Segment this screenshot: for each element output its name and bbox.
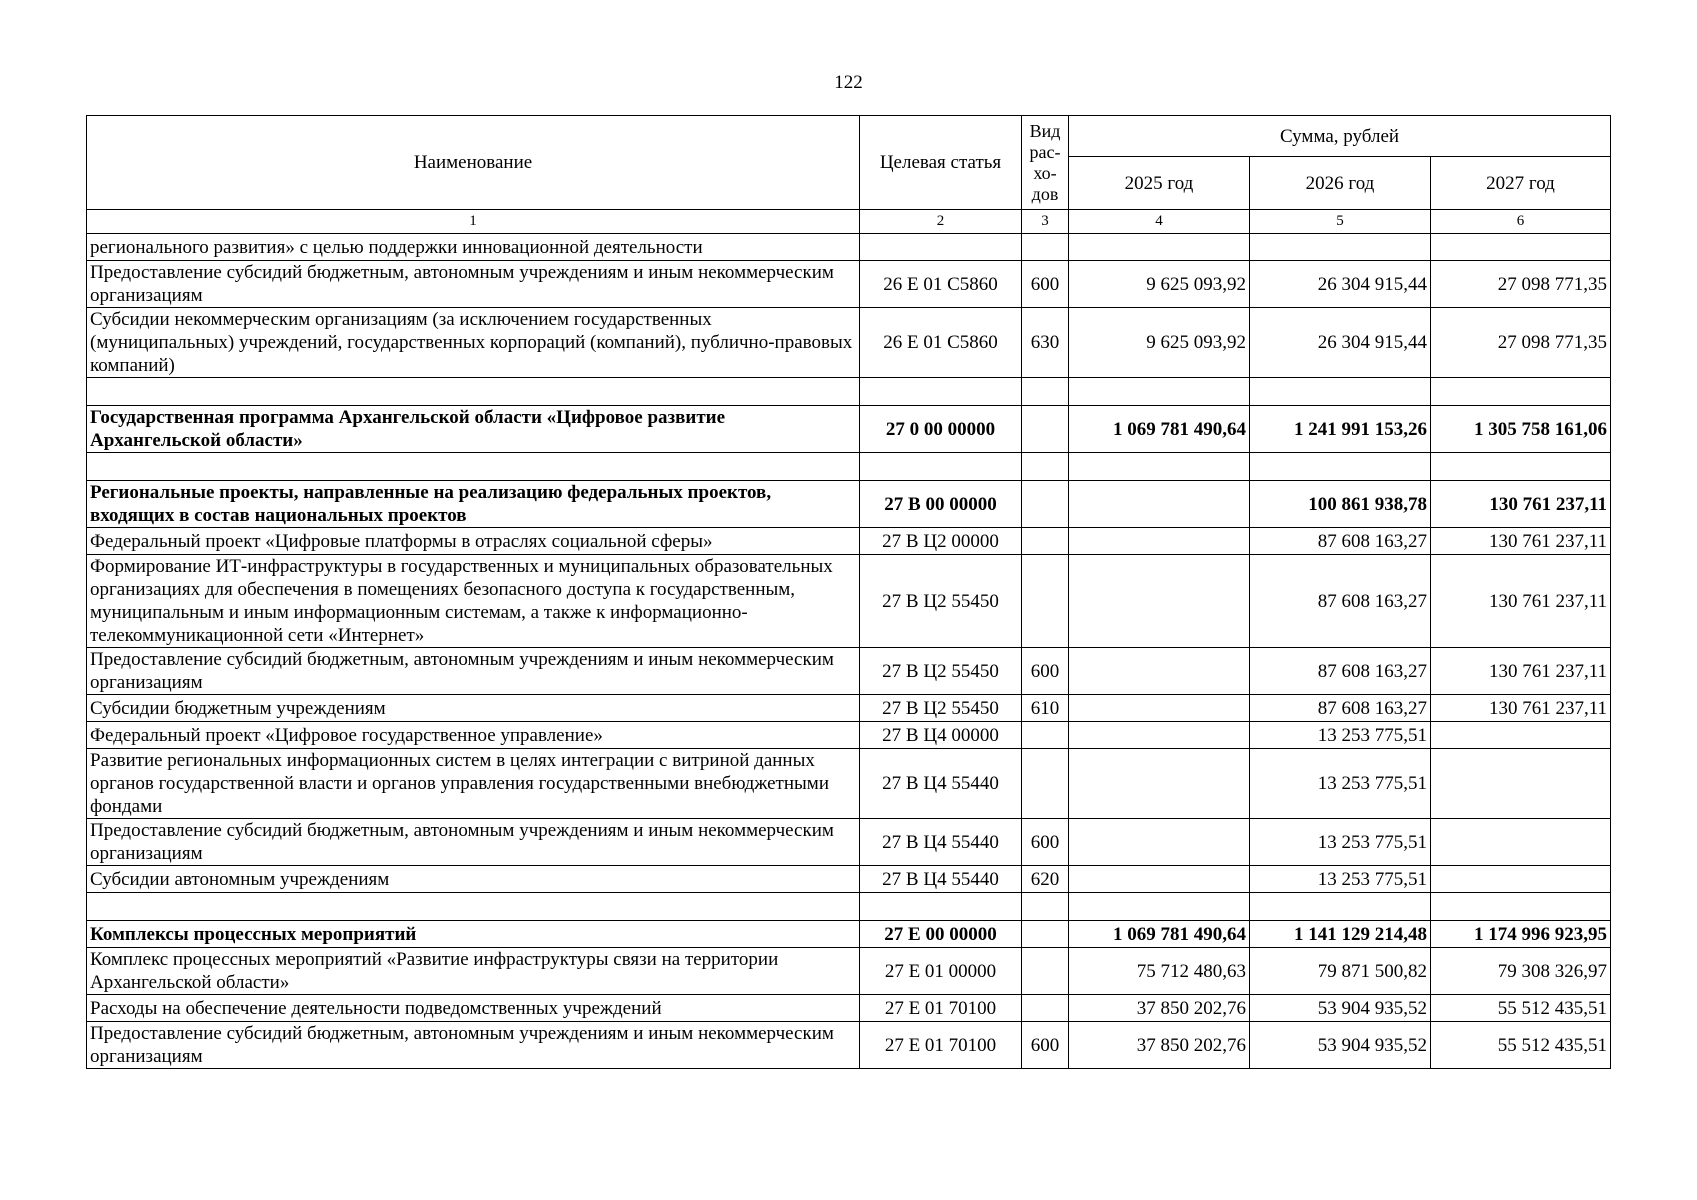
row-amount-2025: 9 625 093,92 [1069,308,1250,378]
row-expense-type: 600 [1022,261,1069,308]
row-name: регионального развития» с целью поддержки инновационной деятельности [87,234,860,261]
row-amount-2025: 9 625 093,92 [1069,261,1250,308]
row-target-article [860,378,1022,406]
header-expense-type-line: дов [1031,183,1059,204]
table-row [87,406,1611,453]
column-number: 5 [1250,210,1431,234]
header-name: Наименование [87,116,860,210]
row-amount-2027: 130 761 237,11 [1431,648,1611,695]
column-number: 2 [860,210,1022,234]
table-row [87,866,1611,893]
row-amount-2025: 75 712 480,63 [1069,948,1250,995]
row-name: Предоставление субсидий бюджетным, автономным учреждениям и иным некоммерческим организациям [87,261,860,308]
row-expense-type [1022,234,1069,261]
row-amount-2027: 55 512 435,51 [1431,1022,1611,1069]
row-target-article: 26 Е 01 С5860 [860,261,1022,308]
row-amount-2026 [1250,234,1431,261]
row-amount-2025 [1069,749,1250,819]
row-expense-type [1022,528,1069,555]
row-amount-2027: 1 174 996 923,95 [1431,921,1611,948]
row-amount-2026: 26 304 915,44 [1250,261,1431,308]
row-amount-2027: 130 761 237,11 [1431,555,1611,648]
table-row [87,1022,1611,1069]
row-target-article: 27 0 00 00000 [860,406,1022,453]
header-year-2027: 2027 год [1431,157,1611,210]
row-name: Комплексы процессных мероприятий [87,921,860,948]
header-expense-type [1022,116,1069,210]
header-year-2025: 2025 год [1069,157,1250,210]
row-target-article: 27 В Ц2 55450 [860,555,1022,648]
table-row [87,308,1611,378]
row-target-article: 27 В Ц4 00000 [860,722,1022,749]
table-row [87,921,1611,948]
row-expense-type [1022,893,1069,921]
row-target-article: 27 Е 01 00000 [860,948,1022,995]
row-amount-2025 [1069,453,1250,481]
row-amount-2025 [1069,866,1250,893]
row-amount-2025 [1069,648,1250,695]
header-expense-type-line: Вид [1029,120,1061,141]
row-amount-2027 [1431,234,1611,261]
row-amount-2025 [1069,722,1250,749]
budget-table [86,115,1611,1069]
row-expense-type [1022,749,1069,819]
row-amount-2026: 26 304 915,44 [1250,308,1431,378]
row-amount-2027: 1 305 758 161,06 [1431,406,1611,453]
row-amount-2026: 13 253 775,51 [1250,749,1431,819]
column-number: 6 [1431,210,1611,234]
header-year-2026: 2026 год [1250,157,1431,210]
row-amount-2027 [1431,722,1611,749]
row-amount-2025 [1069,234,1250,261]
page-number: 122 [834,72,863,93]
row-amount-2025 [1069,481,1250,528]
header-expense-type-line: хо- [1033,162,1057,183]
row-expense-type [1022,481,1069,528]
row-name: Государственная программа Архангельской области «Цифровое развитие Архангельской области» [87,406,860,453]
column-number: 4 [1069,210,1250,234]
table-row [87,234,1611,261]
row-amount-2026: 87 608 163,27 [1250,648,1431,695]
row-target-article: 27 Е 00 00000 [860,921,1022,948]
row-expense-type [1022,921,1069,948]
row-amount-2026: 53 904 935,52 [1250,995,1431,1022]
row-amount-2025: 37 850 202,76 [1069,1022,1250,1069]
row-amount-2027: 27 098 771,35 [1431,308,1611,378]
row-expense-type: 610 [1022,695,1069,722]
row-name: Комплекс процессных мероприятий «Развитие инфраструктуры связи на территории Архангельской области» [87,948,860,995]
row-target-article: 27 В Ц2 00000 [860,528,1022,555]
spacer-row [87,453,1611,481]
header-expense-type-line: рас- [1029,141,1061,162]
row-amount-2027: 130 761 237,11 [1431,528,1611,555]
table-row [87,481,1611,528]
row-amount-2026 [1250,893,1431,921]
row-name [87,453,860,481]
table-header [87,116,1611,234]
row-amount-2026 [1250,453,1431,481]
row-expense-type: 600 [1022,1022,1069,1069]
table-row [87,995,1611,1022]
row-target-article [860,234,1022,261]
row-amount-2025 [1069,378,1250,406]
row-amount-2027: 27 098 771,35 [1431,261,1611,308]
row-amount-2026: 1 141 129 214,48 [1250,921,1431,948]
row-name: Развитие региональных информационных систем в целях интеграции с витриной данных органов государственной власти и органов управления государственными внебюджетными фондами [87,749,860,819]
row-target-article: 27 В Ц4 55440 [860,819,1022,866]
table-row [87,648,1611,695]
row-expense-type: 620 [1022,866,1069,893]
row-amount-2027: 79 308 326,97 [1431,948,1611,995]
table-row [87,695,1611,722]
row-name: Предоставление субсидий бюджетным, автономным учреждениям и иным некоммерческим организациям [87,648,860,695]
row-amount-2027 [1431,378,1611,406]
row-amount-2027: 130 761 237,11 [1431,481,1611,528]
row-amount-2025 [1069,555,1250,648]
row-target-article: 27 В Ц4 55440 [860,749,1022,819]
row-expense-type: 600 [1022,819,1069,866]
row-amount-2025: 1 069 781 490,64 [1069,921,1250,948]
row-amount-2025 [1069,695,1250,722]
table-row [87,722,1611,749]
row-amount-2025 [1069,893,1250,921]
row-expense-type: 600 [1022,648,1069,695]
row-expense-type [1022,378,1069,406]
table-row [87,261,1611,308]
row-amount-2025: 1 069 781 490,64 [1069,406,1250,453]
table-row [87,555,1611,648]
row-expense-type: 630 [1022,308,1069,378]
row-target-article: 27 В Ц4 55440 [860,866,1022,893]
row-amount-2025: 37 850 202,76 [1069,995,1250,1022]
row-name: Предоставление субсидий бюджетным, автономным учреждениям и иным некоммерческим организациям [87,819,860,866]
row-target-article: 27 Е 01 70100 [860,1022,1022,1069]
row-amount-2026 [1250,378,1431,406]
row-target-article [860,453,1022,481]
row-amount-2026: 79 871 500,82 [1250,948,1431,995]
table-row [87,819,1611,866]
row-amount-2025 [1069,819,1250,866]
row-expense-type [1022,948,1069,995]
row-name: Региональные проекты, направленные на реализацию федеральных проектов, входящих в состав национальных проектов [87,481,860,528]
row-amount-2026: 87 608 163,27 [1250,555,1431,648]
table-row [87,948,1611,995]
row-name: Расходы на обеспечение деятельности подведомственных учреждений [87,995,860,1022]
row-target-article: 27 В Ц2 55450 [860,648,1022,695]
row-name: Формирование ИТ-инфраструктуры в государственных и муниципальных образовательных организациях для обеспечения в помещениях безопасного доступа к государственным, муниципальным и иным информационным системам, а также к информационно-телекоммуникационной сети «Интернет» [87,555,860,648]
header-target-article: Целевая статья [860,116,1022,210]
row-name: Федеральный проект «Цифровые платформы в отраслях социальной сферы» [87,528,860,555]
table-row [87,749,1611,819]
row-name [87,378,860,406]
column-number: 1 [87,210,860,234]
row-name: Субсидии бюджетным учреждениям [87,695,860,722]
row-expense-type [1022,722,1069,749]
row-amount-2027 [1431,893,1611,921]
row-amount-2027 [1431,749,1611,819]
row-amount-2026: 1 241 991 153,26 [1250,406,1431,453]
row-expense-type [1022,453,1069,481]
table-body [87,234,1611,1069]
column-number: 3 [1022,210,1069,234]
row-target-article: 27 В 00 00000 [860,481,1022,528]
row-target-article: 27 Е 01 70100 [860,995,1022,1022]
row-name: Федеральный проект «Цифровое государственное управление» [87,722,860,749]
row-amount-2026: 53 904 935,52 [1250,1022,1431,1069]
row-amount-2026: 100 861 938,78 [1250,481,1431,528]
table-row [87,528,1611,555]
row-amount-2026: 13 253 775,51 [1250,722,1431,749]
spacer-row [87,378,1611,406]
row-name: Субсидии некоммерческим организациям (за исключением государственных (муниципальных) учреждений, государственных корпораций (компаний), публично-правовых компаний) [87,308,860,378]
row-expense-type [1022,995,1069,1022]
row-target-article [860,893,1022,921]
row-amount-2027: 55 512 435,51 [1431,995,1611,1022]
row-name: Субсидии автономным учреждениям [87,866,860,893]
row-expense-type [1022,406,1069,453]
row-amount-2026: 13 253 775,51 [1250,819,1431,866]
row-amount-2027 [1431,866,1611,893]
row-name: Предоставление субсидий бюджетным, автономным учреждениям и иным некоммерческим организациям [87,1022,860,1069]
row-amount-2027 [1431,819,1611,866]
row-amount-2025 [1069,528,1250,555]
column-number-row [87,210,1611,234]
row-amount-2026: 87 608 163,27 [1250,528,1431,555]
row-target-article: 27 В Ц2 55450 [860,695,1022,722]
row-amount-2026: 13 253 775,51 [1250,866,1431,893]
row-name [87,893,860,921]
header-sum: Сумма, рублей [1069,116,1611,157]
row-amount-2027: 130 761 237,11 [1431,695,1611,722]
row-amount-2027 [1431,453,1611,481]
row-target-article: 26 Е 01 С5860 [860,308,1022,378]
row-amount-2026: 87 608 163,27 [1250,695,1431,722]
spacer-row [87,893,1611,921]
row-expense-type [1022,555,1069,648]
